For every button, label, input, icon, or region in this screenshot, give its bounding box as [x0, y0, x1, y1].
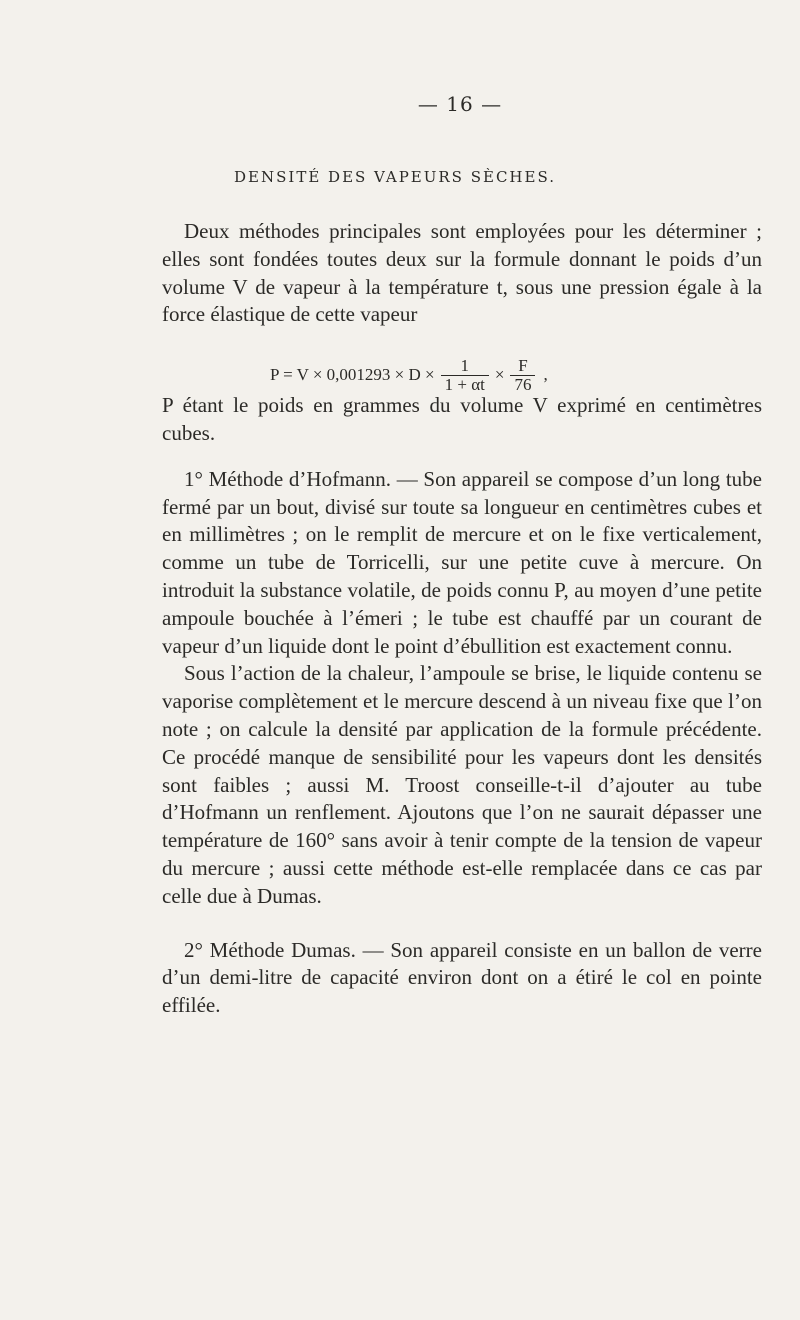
formula-tail: ,	[543, 365, 548, 384]
paragraph-intro: Deux méthodes principales sont employées pour les déterminer ; elles sont fondées toutes deux sur la formule donnant le poids d’un volume V de vapeur à la température t, sous une pression égale à la force élastique de cette vapeur	[162, 219, 762, 327]
fraction-denominator: 76	[510, 375, 535, 394]
density-formula	[270, 355, 548, 395]
paragraph-dumas: 2° Méthode Dumas. — Son appareil consiste en un ballon de verre d’un demi-litre de capacité environ dont on a étiré le col en pointe effilée.	[162, 937, 762, 1018]
formula-lhs: P = V × 0,001293 × D ×	[270, 365, 435, 384]
body-text	[162, 218, 762, 1020]
fraction-numerator: 1	[460, 355, 469, 375]
formula-fraction-temperature	[441, 357, 489, 394]
paragraph-hofmann: 1° Méthode d’Hofmann. — Son appareil se compose d’un long tube fermé par un bout, divisé sur toute sa longueur en centimètres cubes et en millimètres ; on le remplit de mercure et on le fixe verticalement, comme un tube de Torricelli, sur une petite cuve à mercure. On introduit la substance volatile, de poids connu P, au moyen d’une petite ampoule bouchée à l’émeri ; le tube est chauffé par un courant de vapeur d’un liquide dont le point d’ébullition est exactement connu.	[162, 466, 762, 658]
fraction-numerator: F	[518, 355, 528, 375]
formula-times: ×	[494, 365, 505, 384]
fraction-denominator: 1 + αt	[441, 375, 489, 394]
page-number: — 16 —	[417, 92, 503, 116]
formula-fraction-pressure	[510, 357, 535, 394]
paragraph-formula-note: P étant le poids en grammes du volume V exprimé en centimètres cubes.	[162, 393, 762, 445]
section-heading: DENSITÉ DES VAPEURS SÈCHES.	[234, 168, 556, 186]
paragraph-hofmann-cont: Sous l’action de la chaleur, l’ampoule se brise, le liquide contenu se vaporise complètement et le mercure descend à un niveau fixe que l’on note ; on calcule la densité par application de la formule précédente. Ce procédé manque de sensibilité pour les vapeurs dont les densités sont faibles ; aussi M. Troost conseille-t-il d’ajouter au tube d’Hofmann un renflement. Ajoutons que l’on ne saurait dépasser une température de 160° sans avoir à tenir compte de la tension de vapeur du mercure ; aussi cette méthode est-elle remplacée dans ce cas par celle due à Dumas.	[162, 661, 762, 908]
